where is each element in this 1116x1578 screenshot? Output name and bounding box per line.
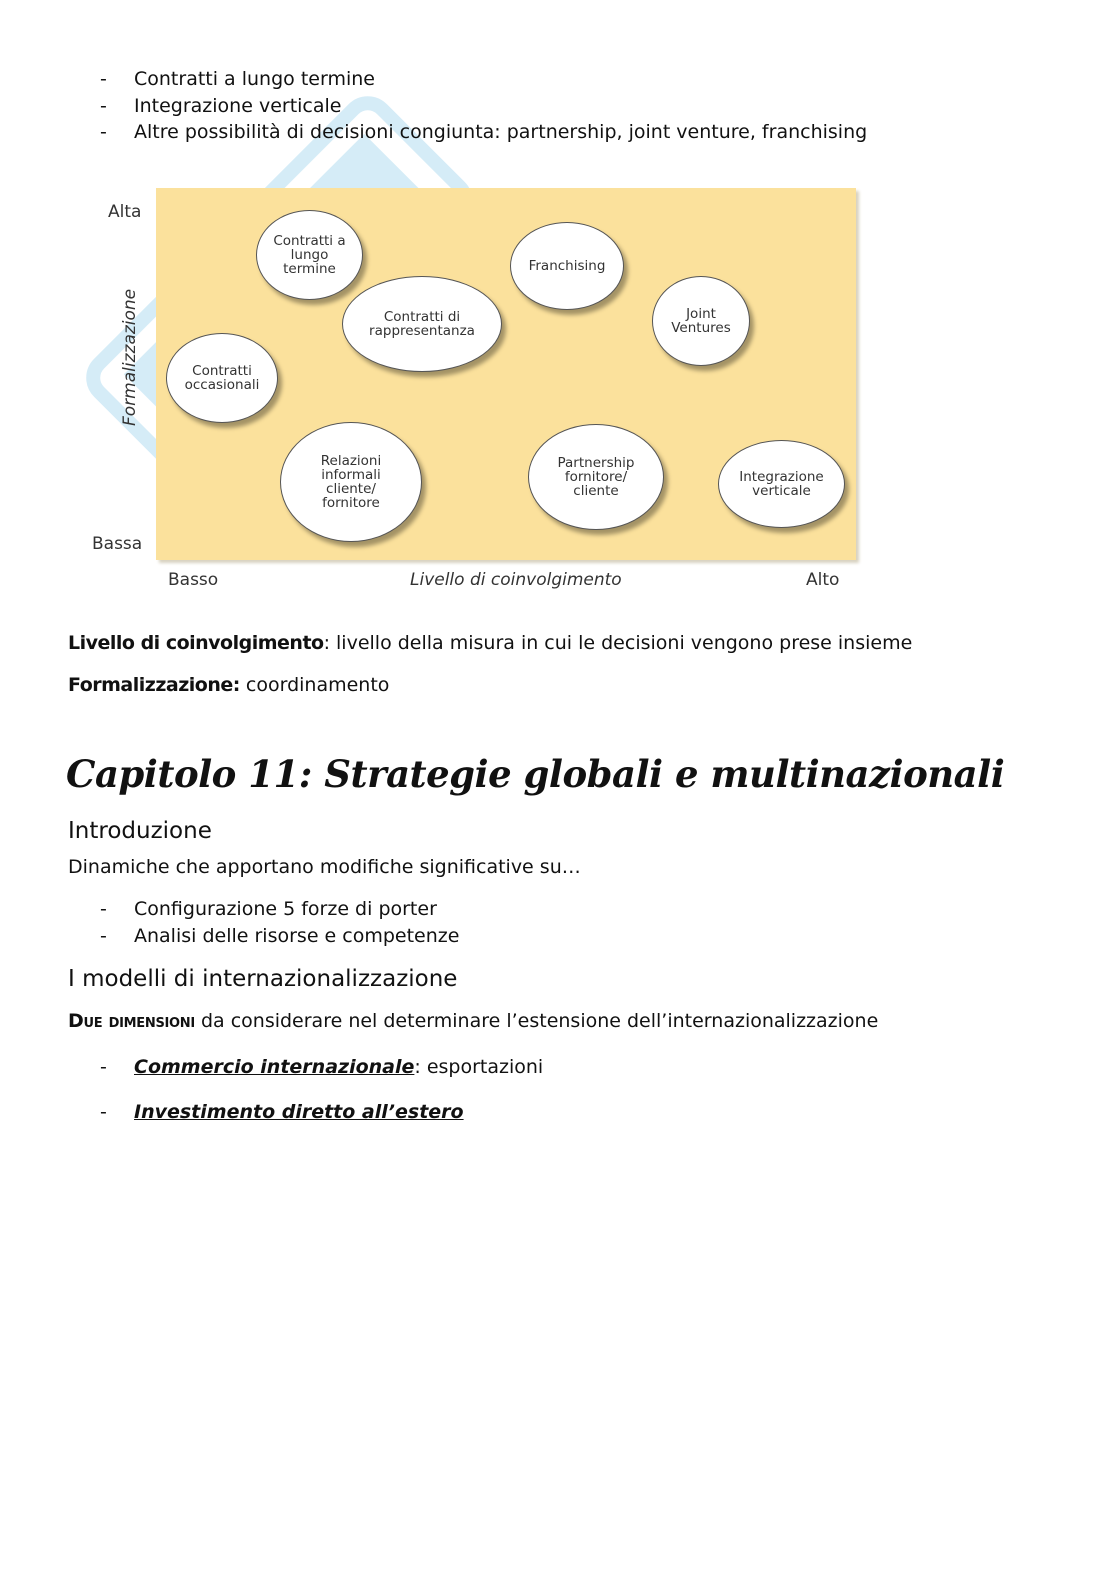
y-axis-low-label: Bassa [92, 534, 143, 554]
ellipse-contratti-lungo-termine: Contratti a lungo termine [256, 210, 363, 300]
chapter-title: Capitolo 11: Strategie globali e multinazionali [66, 752, 1005, 796]
ellipse-relazioni-informali: Relazioni informali cliente/ fornitore [280, 422, 422, 542]
ellipse-integrazione-verticale: Integrazione verticale [718, 440, 845, 528]
x-axis-title: Livello di coinvolgimento [410, 570, 622, 590]
ellipse-contratti-occasionali: Contratti occasionali [166, 333, 278, 423]
list-item: - Commercio internazionale : esportazioni [100, 1056, 544, 1078]
definition-coinvolgimento: Livello di coinvolgimento: livello della misura in cui le decisioni vengono prese insieme [68, 632, 913, 654]
x-axis-low-label: Basso [168, 570, 219, 590]
list-item: - Integrazione verticale [100, 94, 342, 117]
x-axis-high-label: Alto [806, 570, 840, 590]
involvement-formalization-diagram [80, 180, 880, 600]
models-heading: I modelli di internazionalizzazione [68, 966, 458, 992]
definition-formalizzazione: Formalizzazione: coordinamento [68, 674, 390, 696]
y-axis-high-label: Alta [108, 202, 142, 222]
ellipse-franchising: Franchising [510, 222, 624, 310]
list-item: - Investimento diretto all’estero [100, 1101, 464, 1123]
y-axis-title: Formalizzazione [120, 288, 140, 426]
intro-heading: Introduzione [68, 818, 212, 844]
list-item: - Analisi delle risorse e competenze [100, 924, 460, 947]
ellipse-partnership: Partnership fornitore/ cliente [528, 424, 664, 530]
ellipse-contratti-rappresentanza: Contratti di rappresentanza [342, 276, 502, 372]
models-bullet-list [100, 1054, 543, 1126]
list-item: - Contratti a lungo termine [100, 68, 375, 90]
intro-text: Dinamiche che apportano modifiche significative su… [68, 856, 581, 878]
models-lead: Due dimensioni da considerare nel determinare l’estensione dell’internazionalizzazione [68, 1010, 879, 1032]
list-item: - Altre possibilità di decisioni congiunta: partnership, joint venture, franchising [100, 121, 868, 143]
top-bullet-list [100, 66, 867, 146]
intro-bullet-list [100, 896, 459, 949]
ellipse-joint-ventures: Joint Ventures [652, 276, 750, 366]
list-item: - Configurazione 5 forze di porter [100, 898, 437, 920]
